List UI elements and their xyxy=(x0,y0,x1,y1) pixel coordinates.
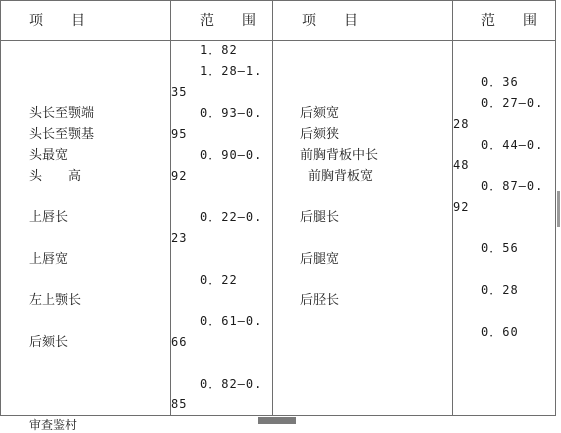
right-item: 后胫长 xyxy=(300,293,340,308)
right-range-wrap: 28 xyxy=(453,117,470,131)
right-range-wrap: 92 xyxy=(453,200,470,214)
header-range-right: 范 围 xyxy=(481,13,537,29)
scroll-marker xyxy=(557,191,560,227)
table-top-border xyxy=(0,0,556,1)
column-divider-1 xyxy=(170,0,171,416)
left-range: 0．82—0. xyxy=(200,377,263,391)
table-right-border xyxy=(555,0,556,416)
right-range: 0．28 xyxy=(481,283,519,297)
left-item: 头最宽 xyxy=(29,148,69,163)
left-range: 0．22 xyxy=(200,273,238,287)
left-item: 后颏长 xyxy=(29,335,69,350)
right-range-wrap: 48 xyxy=(453,158,470,172)
left-range: 1．82 xyxy=(200,43,238,57)
left-item: 上唇宽 xyxy=(29,252,69,267)
left-range: 0．22—0. xyxy=(200,210,263,224)
left-item: 左上颚长 xyxy=(29,293,82,308)
left-item: 上唇长 xyxy=(29,210,69,225)
left-range: 0．90—0. xyxy=(200,148,263,162)
header-range-left: 范 围 xyxy=(200,13,256,29)
right-range: 0．60 xyxy=(481,325,519,339)
right-item: 后颏宽 xyxy=(300,106,340,121)
table-bottom-border xyxy=(0,415,556,416)
right-range: 0．56 xyxy=(481,241,519,255)
right-item: 前胸背板中长 xyxy=(300,148,379,163)
right-range: 0．36 xyxy=(481,75,519,89)
header-item-right: 项 目 xyxy=(302,13,358,29)
left-range-wrap: 95 xyxy=(171,127,188,141)
header-item-left: 项 目 xyxy=(29,13,85,29)
footer-image-fragment xyxy=(258,417,296,424)
left-item: 头 高 xyxy=(29,169,82,184)
left-range-wrap: 23 xyxy=(171,231,188,245)
left-range-wrap: 85 xyxy=(171,397,188,411)
left-item: 头长至颚基 xyxy=(29,127,95,142)
right-item: 前胸背板宽 xyxy=(308,169,374,184)
left-range: 1．28—1. xyxy=(200,64,263,78)
right-range: 0．87—0. xyxy=(481,179,544,193)
left-range-wrap: 92 xyxy=(171,169,188,183)
left-range: 0．61—0. xyxy=(200,314,263,328)
right-range: 0．44—0. xyxy=(481,138,544,152)
right-item: 后颏狭 xyxy=(300,127,340,142)
right-range: 0．27—0. xyxy=(481,96,544,110)
right-item: 后腿宽 xyxy=(300,252,340,267)
right-item: 后腿长 xyxy=(300,210,340,225)
column-divider-2 xyxy=(272,0,273,416)
left-item: 头长至颚端 xyxy=(29,106,95,121)
left-range-wrap: 35 xyxy=(171,85,188,99)
left-range-wrap: 66 xyxy=(171,335,188,349)
header-bottom-border xyxy=(0,40,556,41)
left-range: 0．93—0. xyxy=(200,106,263,120)
footer-partial-text: 审查鉴村 xyxy=(29,418,78,432)
table-left-border xyxy=(0,0,1,416)
